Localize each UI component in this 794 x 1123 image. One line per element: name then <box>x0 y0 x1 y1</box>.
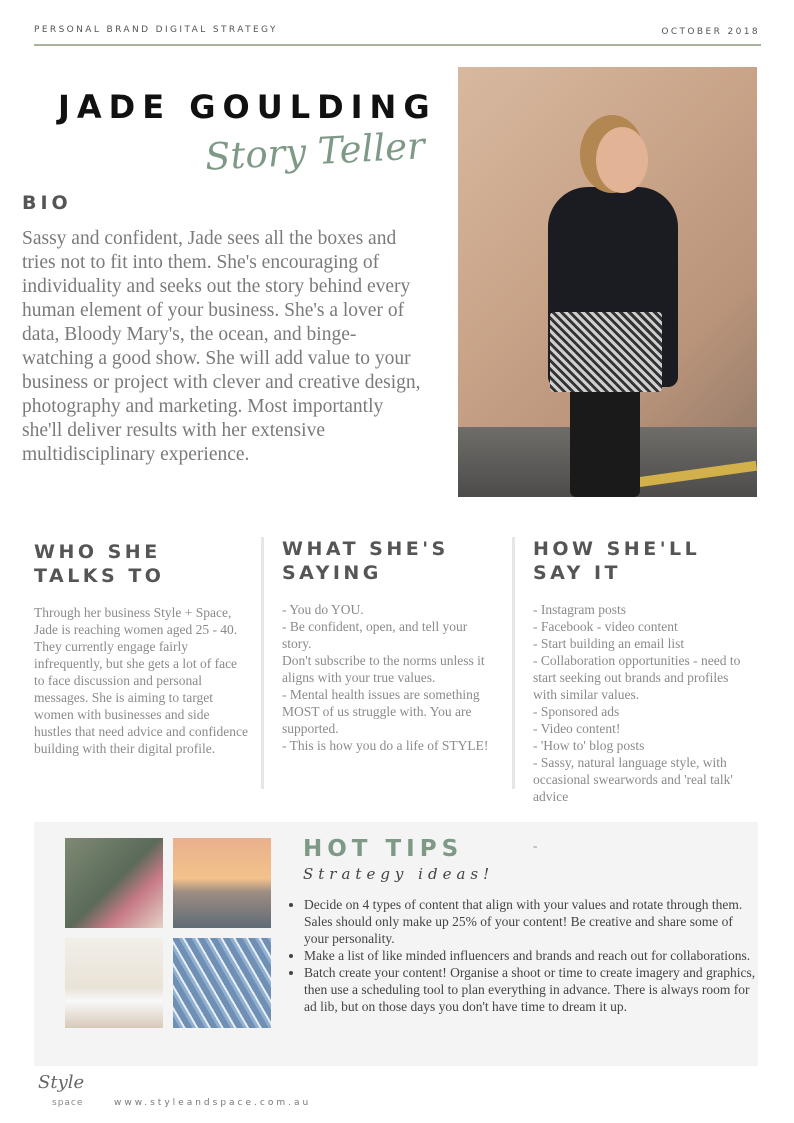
column-text: Through her business Style + Space, Jade is reaching women aged 25 - 40. They currently engage fairly infrequently, but she gets a lot of face to face discussion and personal messages. She is aiming to target women with businesses and side hustles that need advice and confidence building with their digital profile. <box>34 605 249 756</box>
tips-heading: HOT TIPS <box>303 836 464 862</box>
flowers-photo <box>65 838 163 928</box>
column-heading: WHO SHE TALKS TO <box>34 541 165 587</box>
column-text: - You do YOU. - Be confident, open, and tell your story. Don't subscribe to the norms unless it aligns with your true values. - Mental health issues are something MOST of us struggle with. You are supported. - This is how you do a life of STYLE! <box>282 602 489 753</box>
bio-heading: BIO <box>22 192 72 214</box>
photo-head <box>596 127 648 193</box>
column-channels <box>533 537 748 805</box>
column-heading: HOW SHE'LL SAY IT <box>533 538 701 584</box>
portrait-photo <box>458 67 757 497</box>
photo-legs <box>570 387 640 497</box>
person-name: JADE GOULDING <box>58 88 437 126</box>
bedroom-photo <box>65 938 163 1028</box>
header-title: PERSONAL BRAND DIGITAL STRATEGY <box>34 25 278 35</box>
column-divider <box>261 537 264 789</box>
photo-skirt <box>550 312 662 392</box>
website-url: www.styleandspace.com.au <box>114 1098 312 1108</box>
logo-script: Style <box>38 1072 85 1093</box>
tips-subheading: Strategy ideas! <box>303 865 495 883</box>
tips-list <box>286 896 759 1015</box>
sunset-photo <box>173 838 271 928</box>
column-divider <box>512 537 515 789</box>
list-item: • Decide on 4 types of content that align with your values and rotate through them. Sales should only make up 25% of your content! Be creative and share some of your personality. <box>304 896 759 947</box>
list-item: • Make a list of like minded influencers and brands and reach out for collaborations. <box>304 947 759 964</box>
denim-photo <box>173 938 271 1028</box>
logo-small: space <box>52 1098 84 1108</box>
list-item: • Batch create your content! Organise a shoot or time to create imagery and graphics, then use a scheduling tool to plan everything in advance. There is always room for ad lib, but on those days you don't have time to dream it up. <box>304 964 759 1015</box>
column-heading: WHAT SHE'S SAYING <box>282 538 449 584</box>
bio-text: Sassy and confident, Jade sees all the boxes and tries not to fit into them. She's encouraging of individuality and seeks out the story behind every human element of your business. She's a lover of data, Bloody Mary's, the ocean, and binge-watching a good show. She will add value to your business or project with clever and creative design, photography and marketing. Most importantly she'll deliver results with her extensive multidisciplinary experience. <box>22 228 421 465</box>
header-date: OCTOBER 2018 <box>661 27 760 37</box>
column-audience <box>34 540 249 757</box>
brand-logo <box>38 1072 98 1112</box>
tagline: Story Teller <box>204 124 426 179</box>
header-divider <box>34 44 761 46</box>
tips-dash: - <box>533 838 538 853</box>
column-message <box>282 537 497 754</box>
column-text: - Instagram posts - Facebook - video content - Start building an email list - Collaboration opportunities - need to start seeking out brands and profiles with similar values. - Sponsored ads - Video content! - 'How to' blog posts - Sassy, natural language style, with occasional swearwords and 'real talk' advice <box>533 602 741 804</box>
